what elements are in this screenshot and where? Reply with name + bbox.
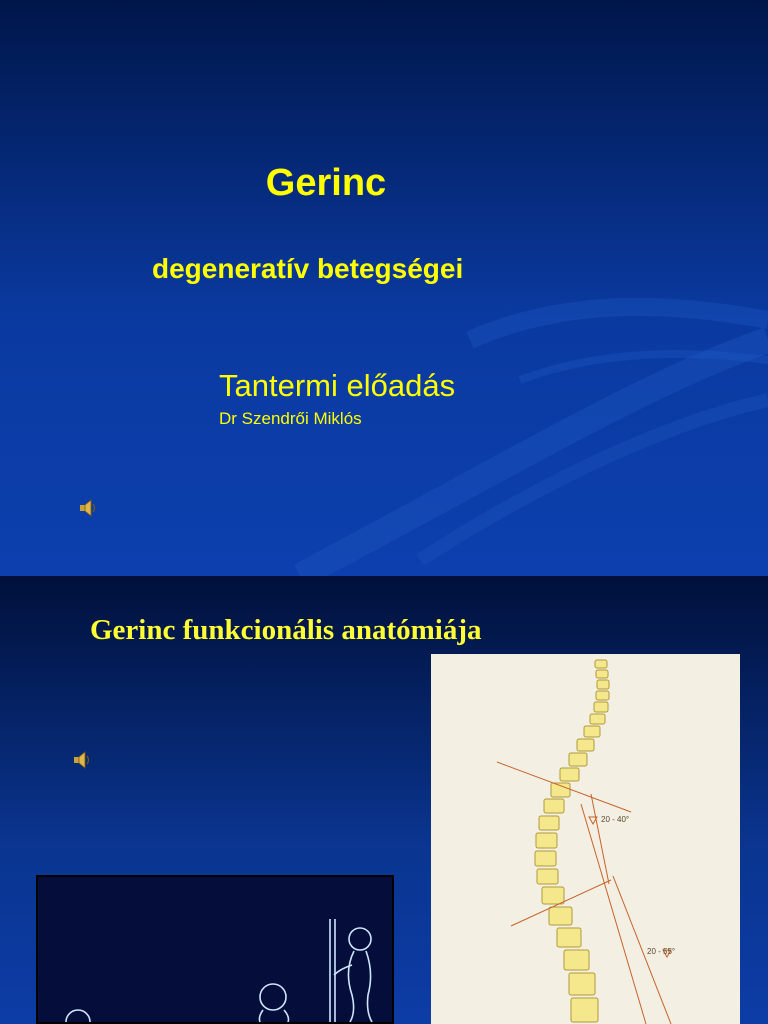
author-name: Dr Szendrői Miklós xyxy=(219,409,362,428)
lecture-label: Tantermi előadás xyxy=(219,368,456,403)
spine-diagram xyxy=(431,654,740,1024)
children-illustration xyxy=(38,877,392,1022)
spine-curvature-image xyxy=(431,654,740,1024)
angle-label-2: 20 - 55° xyxy=(647,947,676,956)
slide-subtitle: degeneratív betegségei xyxy=(152,253,464,284)
slide-title: Gerinc funkcionális anatómiája xyxy=(90,614,482,646)
speaker-icon[interactable] xyxy=(72,750,92,770)
angle-label-1: 20 - 40° xyxy=(601,815,630,824)
slide-2 xyxy=(0,576,768,1024)
speaker-icon[interactable] xyxy=(78,498,98,518)
slide-title: Gerinc xyxy=(265,162,387,204)
children-posture-image xyxy=(36,875,394,1024)
